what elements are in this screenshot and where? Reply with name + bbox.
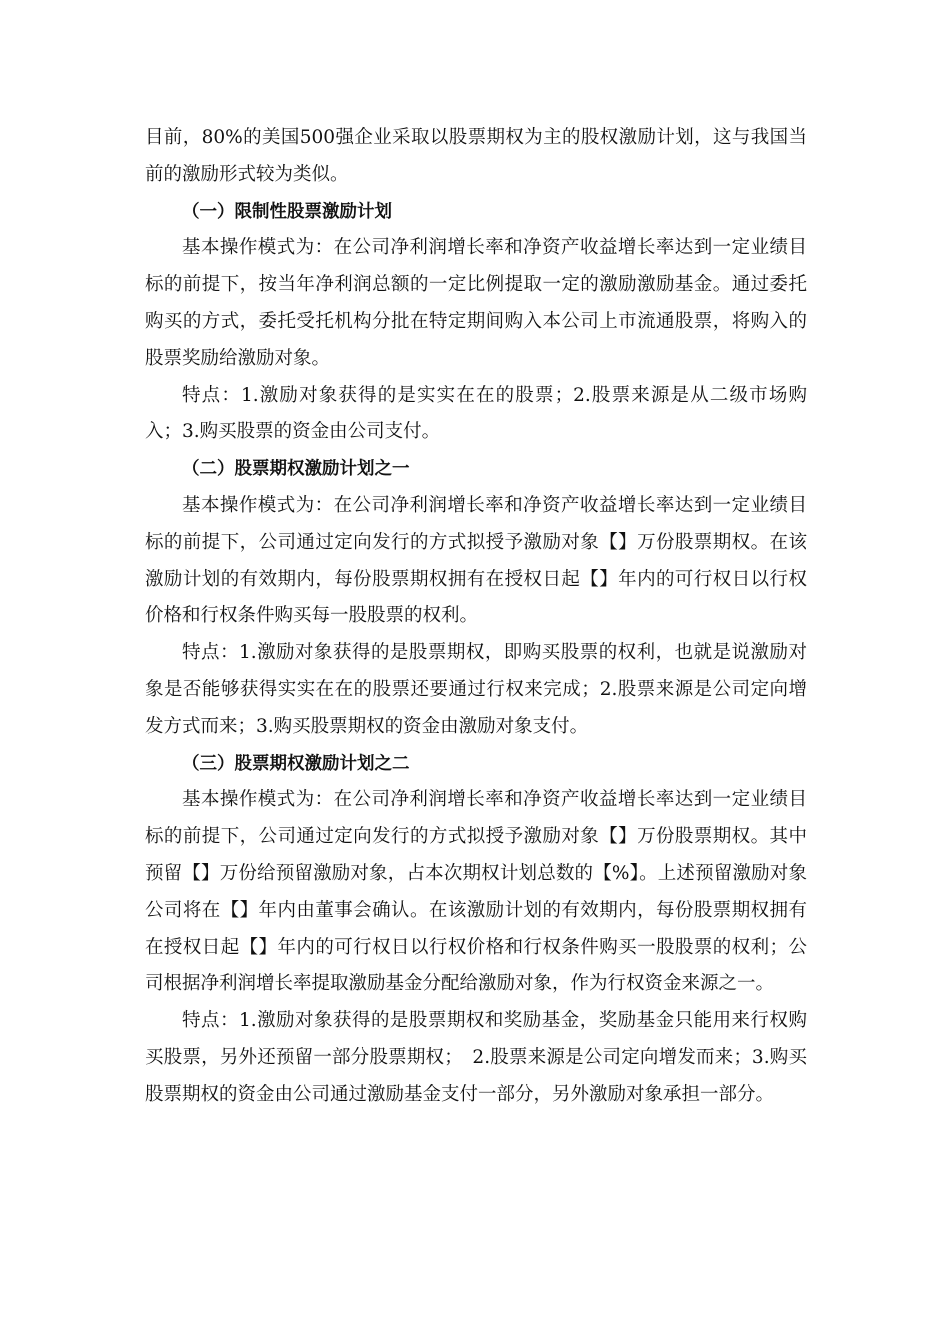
section-2-features-paragraph: 特点：1.激励对象获得的是股票期权，即购买股票的权利，也就是说激励对象是否能够获得实实在在的股票还要通过行权来完成；2.股票来源是公司定向增发方式而来；3.购买股票期权的资金由激励对象支付。 <box>145 642 807 737</box>
intro-paragraph: 目前，80%的美国500强企业采取以股票期权为主的股权激励计划，这与我国当前的激励形式较为类似。 <box>145 127 807 185</box>
section-1-heading: （一）限制性股票激励计划 <box>182 201 392 222</box>
section-3-heading: （三）股票期权激励计划之二 <box>182 753 410 774</box>
section-1-mode-paragraph: 基本操作模式为：在公司净利润增长率和净资产收益增长率达到一定业绩目标的前提下，按当年净利润总额的一定比例提取一定的激励激励基金。通过委托购买的方式，委托受托机构分批在特定期间购入本公司上市流通股票，将购入的股票奖励给激励对象。 <box>145 237 807 369</box>
section-2-heading: （二）股票期权激励计划之一 <box>182 459 410 480</box>
section-2-mode-paragraph: 基本操作模式为：在公司净利润增长率和净资产收益增长率达到一定业绩目标的前提下，公司通过定向发行的方式拟授予激励对象【】万份股票期权。在该激励计划的有效期内，每份股票期权拥有在授权日起【】年内的可行权日以行权价格和行权条件购买每一股股票的权利。 <box>145 494 807 627</box>
document-body <box>145 120 807 1114</box>
section-1-features-paragraph: 特点：1.激励对象获得的是实实在在的股票；2.股票来源是从二级市场购入；3.购买股票的资金由公司支付。 <box>145 384 807 443</box>
section-3-mode-paragraph: 基本操作模式为：在公司净利润增长率和净资产收益增长率达到一定业绩目标的前提下，公司通过定向发行的方式拟授予激励对象【】万份股票期权。其中预留【】万份给预留激励对象，占本次期权计划总数的【%】。上述预留激励对象公司将在【】年内由董事会确认。在该激励计划的有效期内，每份股票期权拥有在授权日起【】年内的可行权日以行权价格和行权条件购买一股股票的权利；公司根据净利润增长率提取激励基金分配给激励对象，作为行权资金来源之一。 <box>145 789 807 995</box>
section-3-features-paragraph: 特点：1.激励对象获得的是股票期权和奖励基金，奖励基金只能用来行权购买股票，另外还预留一部分股票期权； 2.股票来源是公司定向增发而来；3.购买股票期权的资金由公司通过激励基金支付一部分，另外激励对象承担一部分。 <box>145 1010 807 1105</box>
